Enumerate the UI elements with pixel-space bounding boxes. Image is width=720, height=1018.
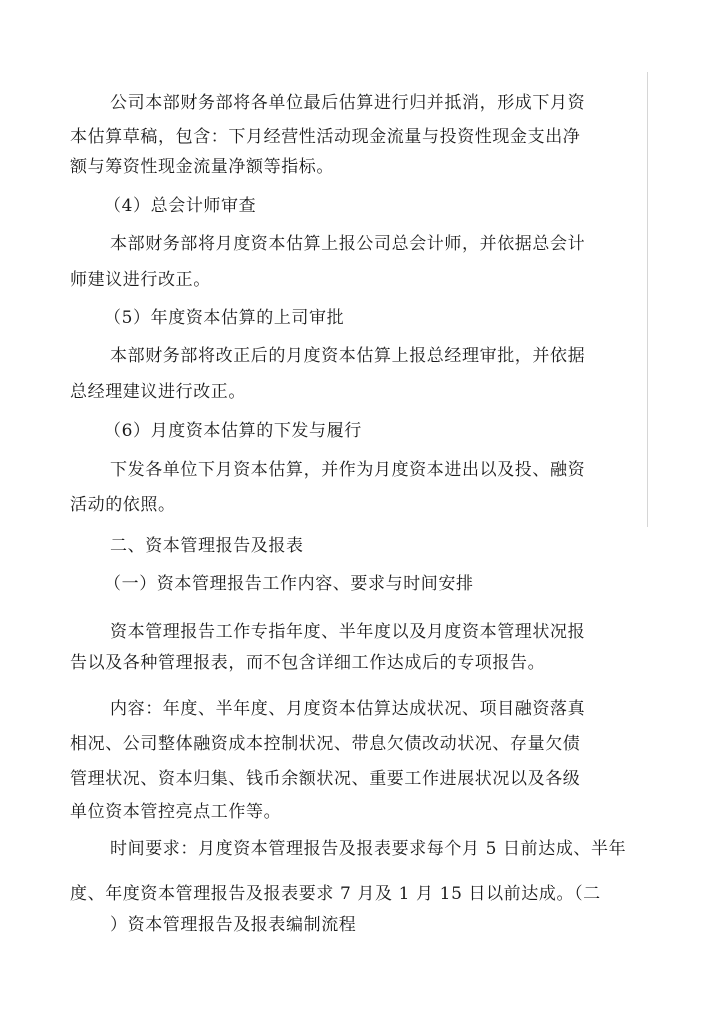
text-line: 师建议进行改正。 <box>70 270 211 290</box>
text-line: 内容：年度、半年度、月度资本估算达成状况、项目融资落真 <box>110 699 586 719</box>
text-line: 活动的依照。 <box>70 495 176 515</box>
text-line: 告以及各种管理报表，而不包含详细工作达成后的专项报告。 <box>70 653 546 673</box>
text-line: 总经理建议进行改正。 <box>70 382 246 402</box>
text-line: 本估算草稿，包含：下月经营性活动现金流量与投资性现金支出净 <box>70 127 581 147</box>
text-line: 额与筹资性现金流量净额等指标。 <box>70 157 334 177</box>
section-heading: （一）资本管理报告工作内容、要求与时间安排 <box>104 574 474 594</box>
section-heading: （5）年度资本估算的上司审批 <box>104 308 345 328</box>
text-line: 单位资本管控亮点工作等。 <box>70 802 282 822</box>
margin-rule <box>647 72 648 527</box>
chapter-heading: 二、资本管理报告及报表 <box>110 536 304 556</box>
text-line: 时间要求：月度资本管理报告及报表要求每个月 5 日前达成、半年 <box>110 839 627 859</box>
text-line: 下发各单位下月资本估算，并作为月度资本进出以及投、融资 <box>110 460 586 480</box>
text-line: 本部财务部将月度资本估算上报公司总会计师，并依据总会计 <box>110 234 586 254</box>
text-line: 相况、公司整体融资成本控制状况、带息欠债改动状况、存量欠债 <box>70 734 581 754</box>
text-line: 本部财务部将改正后的月度资本估算上报总经理审批，并依据 <box>110 346 586 366</box>
text-line: 资本管理报告工作专指年度、半年度以及月度资本管理状况报 <box>110 622 586 642</box>
section-heading: （4）总会计师审查 <box>104 196 257 216</box>
text-line: 度、年度资本管理报告及报表要求 7 月及 1 月 15 日以前达成。（二 <box>70 884 601 904</box>
text-line: ）资本管理报告及报表编制流程 <box>110 915 357 935</box>
text-line: 管理状况、资本归集、钱币余额状况、重要工作进展状况以及各级 <box>70 769 581 789</box>
section-heading: （6）月度资本估算的下发与履行 <box>104 421 362 441</box>
text-line: 公司本部财务部将各单位最后估算进行归并抵消，形成下月资 <box>110 93 586 113</box>
